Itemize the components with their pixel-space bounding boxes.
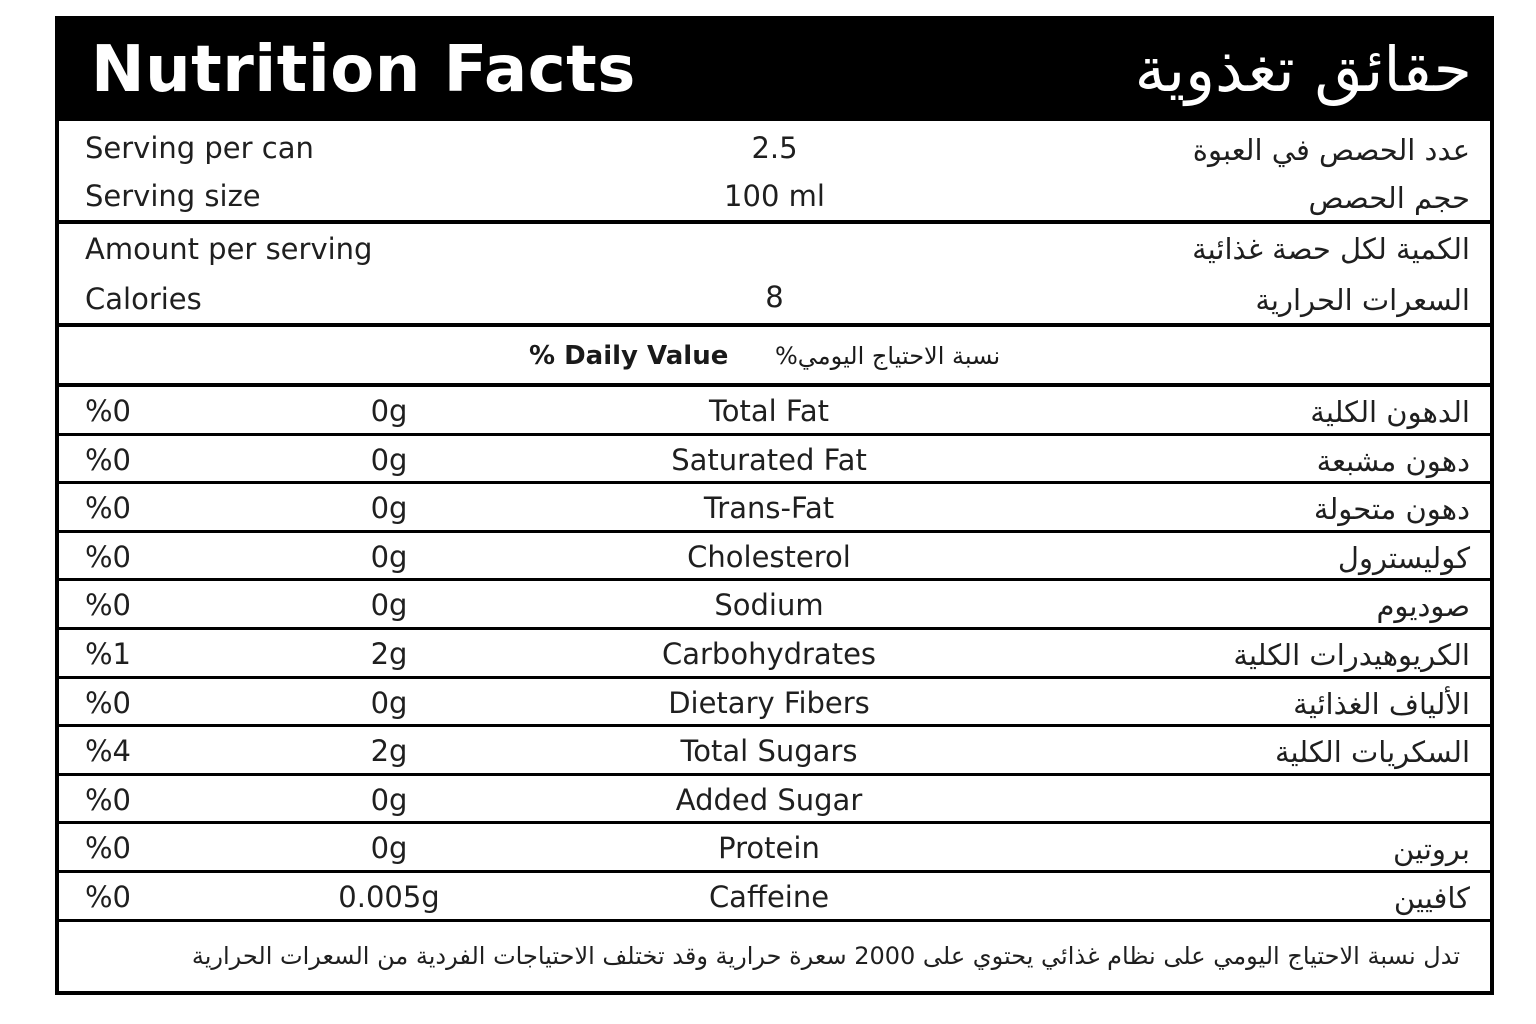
row-divider — [59, 578, 1490, 581]
divider — [59, 383, 1490, 387]
nutrient-amount: 0g — [370, 442, 408, 477]
nutrient-name-ar: الكريوهيدرات الكلية — [1233, 638, 1470, 672]
nutrient-name: Cholesterol — [687, 539, 851, 574]
nutrient-name: Saturated Fat — [671, 442, 867, 477]
row-divider — [59, 773, 1490, 776]
nutrient-name-ar: بروتين — [1393, 832, 1470, 867]
divider — [59, 323, 1490, 327]
nutrient-daily-percent: %0 — [85, 394, 132, 428]
serving-per-can-label-ar: عدد الحصص في العبوة — [1192, 133, 1470, 167]
nutrient-daily-percent: %0 — [85, 831, 132, 866]
calories-label: Calories — [85, 282, 202, 316]
nutrient-daily-percent: %0 — [85, 880, 132, 914]
row-divider — [59, 724, 1490, 727]
nutrient-name-ar: الألياف الغذائية — [1293, 686, 1470, 721]
row-divider — [59, 627, 1490, 630]
nutrient-amount: 0g — [370, 588, 408, 623]
amount-per-serving-label: Amount per serving — [85, 232, 373, 266]
calories-value: 8 — [765, 280, 784, 314]
nutrient-amount: 0g — [370, 394, 408, 428]
nutrient-daily-percent: %0 — [85, 539, 132, 574]
nutrient-name-ar: دهون متحولة — [1313, 492, 1470, 527]
nutrient-amount: 2g — [370, 637, 408, 671]
title-arabic: حقائق تغذوية — [1134, 33, 1472, 106]
nutrient-daily-percent: %0 — [85, 588, 132, 623]
row-divider — [59, 870, 1490, 873]
nutrient-name: Total Fat — [708, 394, 830, 428]
daily-value-footnote: تدل نسبة الاحتياج اليومي على نظام غذائي يحتوي على 2000 سعرة حرارية وقد تختلف الاحتياجات الفردية من السعرات الحرارية — [191, 942, 1460, 970]
calories-label-ar: السعرات الحرارية — [1255, 283, 1470, 317]
daily-value-heading-ar: نسبة الاحتياج اليومي% — [775, 342, 1001, 370]
serving-per-can-label: Serving per can — [85, 131, 314, 165]
nutrient-name-ar: الدهون الكلية — [1310, 395, 1470, 429]
nutrient-name: Carbohydrates — [661, 637, 877, 671]
nutrient-amount: 0g — [370, 685, 408, 720]
nutrient-name: Total Sugars — [680, 734, 858, 769]
nutrient-daily-percent: %1 — [85, 637, 132, 671]
row-divider — [59, 481, 1490, 484]
nutrition-label — [55, 16, 1494, 995]
nutrient-name-ar: صوديوم — [1376, 589, 1470, 624]
nutrient-name: Trans-Fat — [703, 491, 835, 526]
daily-value-heading: % Daily Value — [529, 341, 729, 371]
nutrient-daily-percent: %0 — [85, 782, 132, 817]
nutrient-daily-percent: %0 — [85, 442, 132, 477]
nutrient-name-ar: دهون مشبعة — [1316, 443, 1470, 478]
nutrient-daily-percent: %4 — [85, 734, 132, 769]
row-divider — [59, 530, 1490, 533]
amount-per-serving-label-ar: الكمية لكل حصة غذائية — [1192, 232, 1470, 266]
label-header — [59, 20, 1490, 121]
serving-per-can-value: 2.5 — [751, 131, 798, 165]
serving-size-label-ar: حجم الحصص — [1308, 181, 1470, 215]
nutrient-name: Sodium — [714, 588, 824, 623]
nutrient-amount: 0.005g — [338, 880, 440, 914]
nutrient-daily-percent: %0 — [85, 491, 132, 526]
divider — [59, 220, 1490, 224]
nutrient-name-ar: كافيين — [1393, 881, 1470, 915]
row-divider — [59, 919, 1490, 922]
nutrient-daily-percent: %0 — [85, 685, 132, 720]
row-divider — [59, 676, 1490, 679]
nutrient-name-ar: السكريات الكلية — [1274, 735, 1470, 770]
nutrient-amount: 0g — [370, 831, 408, 866]
nutrient-name: Protein — [718, 831, 820, 866]
title-english: Nutrition Facts — [91, 33, 636, 107]
nutrient-name: Added Sugar — [675, 782, 863, 817]
nutrient-amount: 0g — [370, 491, 408, 526]
row-divider — [59, 821, 1490, 824]
nutrient-name: Dietary Fibers — [668, 685, 870, 720]
serving-size-label: Serving size — [85, 179, 261, 213]
row-divider — [59, 433, 1490, 436]
nutrient-amount: 0g — [370, 782, 408, 817]
nutrient-amount: 2g — [370, 734, 408, 769]
serving-size-value: 100 ml — [724, 179, 825, 213]
nutrient-name: Caffeine — [708, 880, 830, 914]
nutrient-name-ar: كوليسترول — [1337, 540, 1470, 575]
nutrient-amount: 0g — [370, 539, 408, 574]
